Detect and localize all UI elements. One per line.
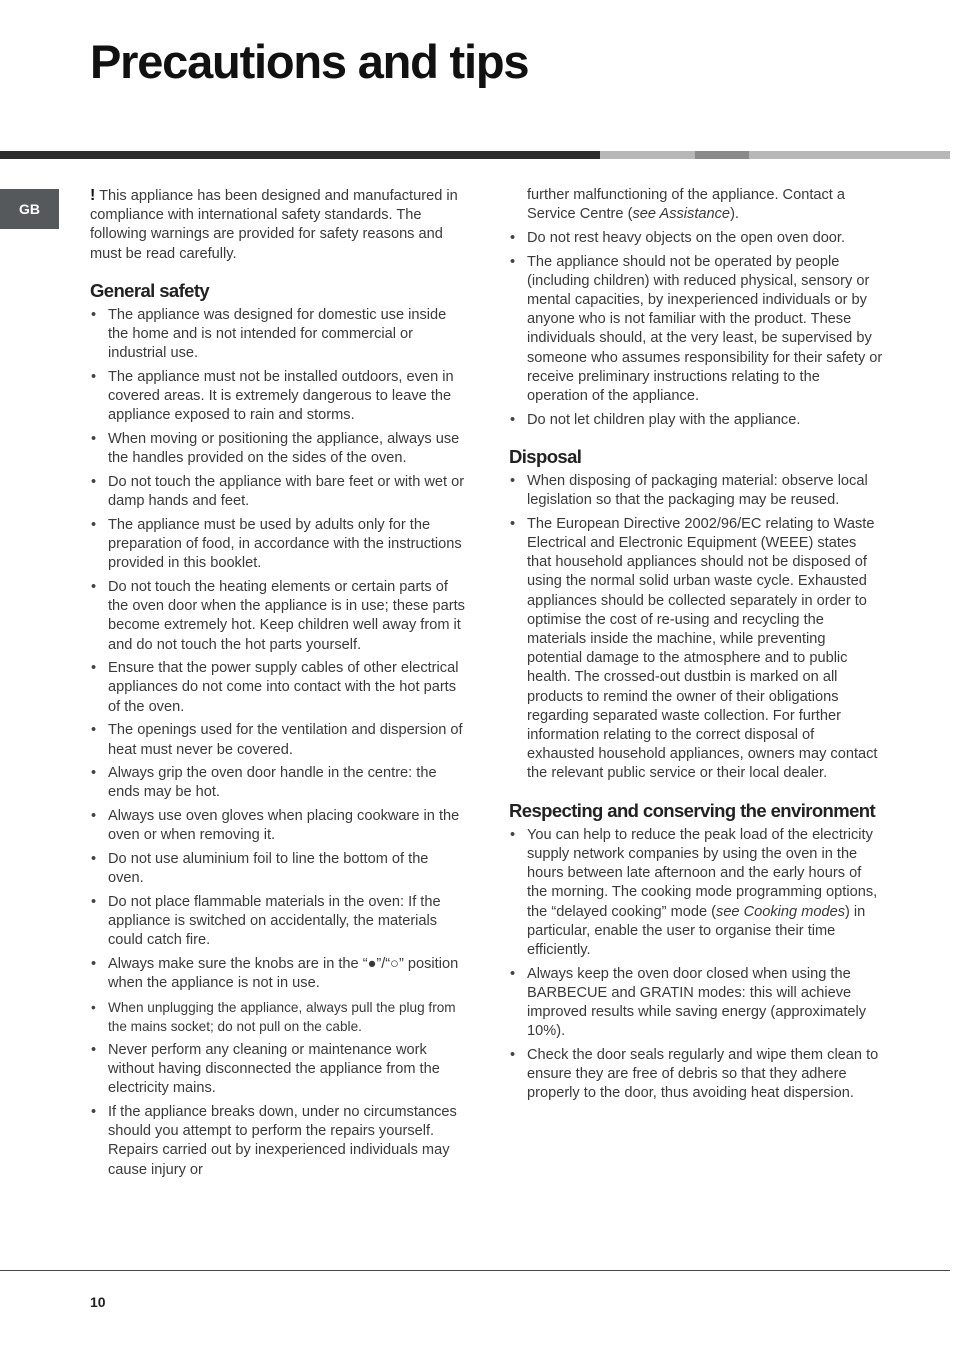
list-item: • When disposing of packaging material: observe local legislation so that the packaging may be reused.: [509, 472, 883, 510]
list-item: • The openings used for the ventilation and dispersion of heat must never be covered.: [90, 721, 466, 759]
item-text: You can help to reduce the peak load of the electricity supply network companies by using the oven in the hours between late afternoon and the early hours of the morning. The cooking mode programming options, the “delayed cooking” mode (: [527, 826, 878, 920]
list-item: • The European Directive 2002/96/EC relating to Waste Electrical and Electronic Equipment (WEEE) states that household appliances should not be disposed of using the normal solid urban waste cycle. Exhausted appliances should be collected separately in order to optimise the cost of re-using and recycling the materials inside the machine, while preventing potential damage to the atmosphere and to public health. The crossed-out dustbin is marked on all products to remind the owner of their obligations regarding separated waste collection. For further information relating to the correct disposal of exhausted household appliances, owners may contact the relevant public service or their local dealer.: [509, 515, 883, 784]
list-item: • Do not place flammable materials in the oven: If the appliance is switched on accidentally, the materials could catch fire.: [90, 893, 466, 951]
left-column: [90, 186, 466, 1184]
list-item: • Do not touch the heating elements or certain parts of the oven door when the appliance is in use; these parts become extremely hot. Keep children well away from it and do not touch the hot parts yourself.: [90, 578, 466, 655]
list-item: • Ensure that the power supply cables of other electrical appliances do not come into contact with the hot parts of the oven.: [90, 659, 466, 717]
page-number: 10: [90, 1294, 106, 1310]
list-item: • If the appliance breaks down, under no circumstances should you attempt to perform the repairs yourself. Repairs carried out by inexperienced individuals may cause injury or: [90, 1103, 466, 1180]
header-rule-mid: [695, 151, 749, 159]
list-item: • Do not touch the appliance with bare feet or with wet or damp hands and feet.: [90, 473, 466, 511]
list-item: • The appliance was designed for domestic use inside the home and is not intended for commercial or industrial use.: [90, 306, 466, 364]
list-item: • Do not rest heavy objects on the open oven door.: [509, 229, 883, 248]
right-column: [509, 186, 883, 1108]
list-item: • Always keep the oven door closed when using the BARBECUE and GRATIN modes: this will achieve improved results while saving energy (approximately 10%).: [509, 965, 883, 1042]
header-rule-dark: [0, 151, 600, 159]
general-safety-heading: General safety: [90, 279, 210, 301]
disposal-list: [509, 472, 883, 784]
list-item: [509, 826, 883, 960]
list-item: • Always grip the oven door handle in the centre: the ends may be hot.: [90, 764, 466, 802]
intro-text: This appliance has been designed and manufactured in compliance with international safety standards. The following warnings are provided for safety reasons and must be read carefully.: [90, 188, 458, 262]
list-item: • Always use oven gloves when placing cookware in the oven or when removing it.: [90, 807, 466, 845]
environment-heading: Respecting and conserving the environment: [509, 799, 876, 821]
list-item: • Never perform any cleaning or maintenance work without having disconnected the appliance from the electricity mains.: [90, 1041, 466, 1099]
item-text-end: ) in particular, enable the user to organise their time efficiently.: [527, 903, 866, 958]
page-title: Precautions and tips: [90, 35, 529, 88]
list-item-continuation: [509, 186, 883, 224]
general-safety-list: [90, 306, 466, 1180]
header-rule-light: [600, 151, 695, 159]
warning-mark: !: [90, 187, 96, 204]
list-item: • When moving or positioning the appliance, always use the handles provided on the sides of the oven.: [90, 430, 466, 468]
language-tab: GB: [0, 189, 59, 229]
header-rule-light-end: [749, 151, 950, 159]
footer-rule: [0, 1270, 950, 1271]
continuation-text: further malfunctioning of the appliance. Contact a Service Centre (: [527, 187, 846, 223]
list-item: • The appliance should not be operated by people (including children) with reduced physical, sensory or mental capacities, by inexperienced individuals or by anyone who is not familiar with the product. These individuals should, at the very least, be supervised by someone who assumes responsibility for their safety or receive preliminary instructions relating to the operation of the appliance.: [509, 253, 883, 407]
assistance-reference: see Assistance: [632, 206, 731, 223]
continuation-end: ).: [730, 206, 739, 223]
list-item: • Do not use aluminium foil to line the bottom of the oven.: [90, 850, 466, 888]
cooking-modes-reference: see Cooking modes: [716, 903, 846, 920]
list-item: • The appliance must not be installed outdoors, even in covered areas. It is extremely dangerous to leave the appliance exposed to rain and storms.: [90, 368, 466, 426]
general-safety-list-continued: [509, 186, 883, 430]
disposal-heading: Disposal: [509, 445, 582, 467]
list-item: • The appliance must be used by adults only for the preparation of food, in accordance with the instructions provided in this booklet.: [90, 516, 466, 574]
list-item: • Do not let children play with the appliance.: [509, 411, 883, 430]
list-item: • Check the door seals regularly and wipe them clean to ensure they are free of debris so that they adhere properly to the door, thus avoiding heat dispersion.: [509, 1046, 883, 1104]
list-item: • When unplugging the appliance, always pull the plug from the mains socket; do not pull on the cable.: [90, 998, 466, 1036]
intro-paragraph: [90, 186, 466, 264]
environment-list: [509, 826, 883, 1104]
list-item: • Always make sure the knobs are in the “●”/“○” position when the appliance is not in use.: [90, 955, 466, 993]
